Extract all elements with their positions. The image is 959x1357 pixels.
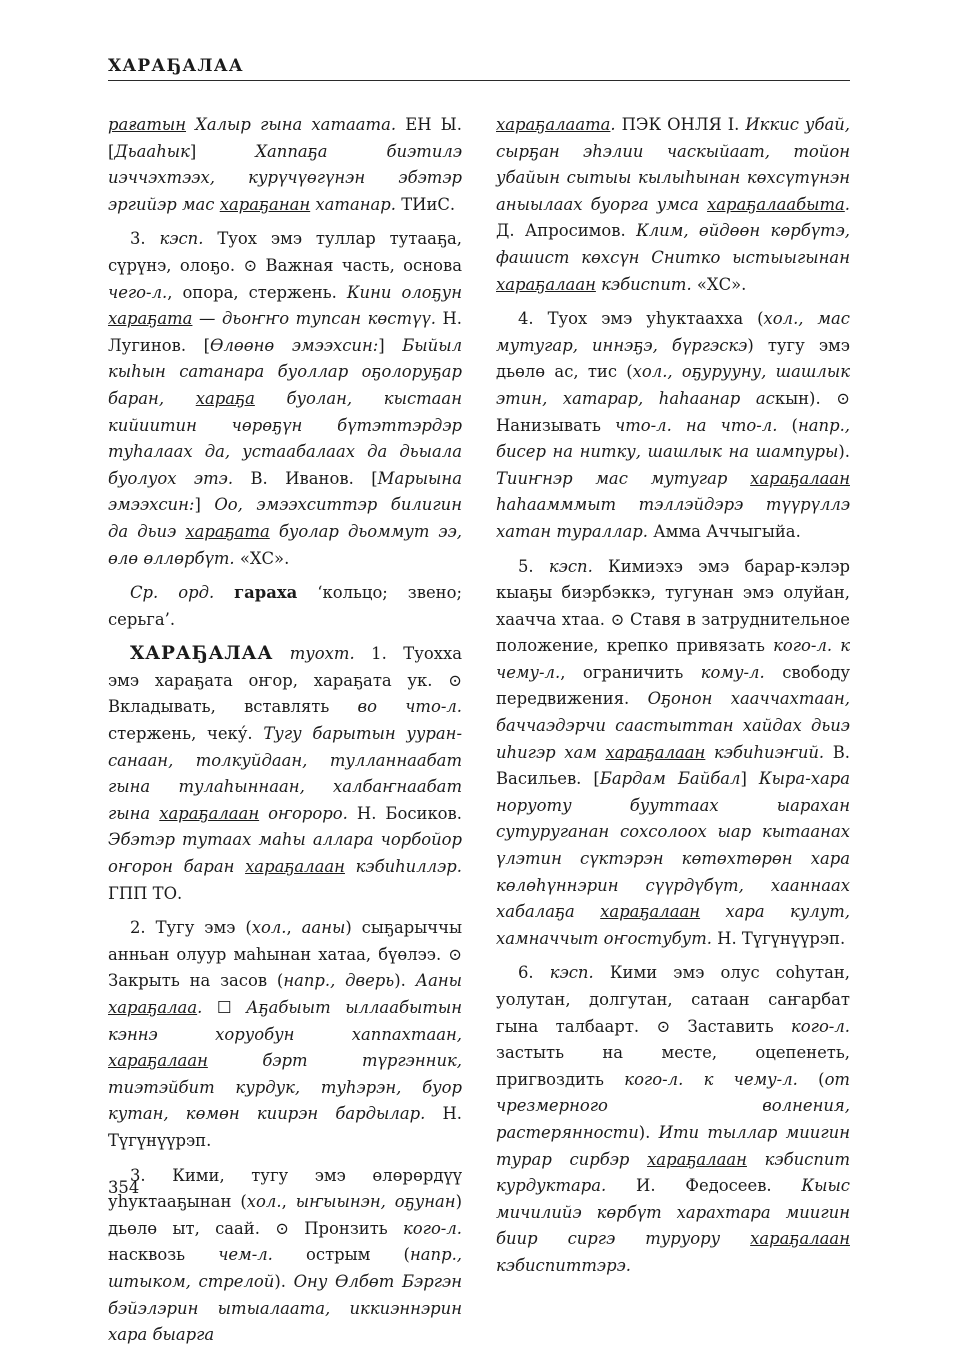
text-run: застыть на месте, оцепенеть, пригвоздить xyxy=(496,1043,850,1089)
text-run: Иккис убай, сырҕан эһэлии часкыйаат, тойон убайын сытыы кылыһынан көхсүтүнэн аныылаах буорга умса xyxy=(496,115,850,214)
text-run: Кини олоҕун xyxy=(346,282,462,302)
text-run: Хаппаҕа биэтилэ иэччэхтээх, курүчүөгүнэн эбэтэр эргийэр мас xyxy=(108,141,462,214)
left-paragraph-1 xyxy=(108,112,462,218)
left-paragraph-6 xyxy=(108,1163,462,1349)
text-run: кого-л. к чему-л. xyxy=(496,636,851,682)
text-run: Н. Босиков. xyxy=(347,803,462,823)
text-run: . xyxy=(844,194,850,214)
text-run: ПЭК ОНЛЯ I. xyxy=(615,115,746,134)
right-paragraph-3 xyxy=(496,554,850,953)
text-run: Ону Өлбөт Бэргэн бэйэлэрин ытыалаата, иккиэннэрин хара быарга xyxy=(108,1271,462,1345)
entry-haragalaa xyxy=(108,641,462,907)
text-run: Кыыс мичилийэ көрбүт харахтара миигин биир сиргэ туруору xyxy=(496,1176,850,1249)
text-run: напр., бисер на нитку, шашлык на шампуры xyxy=(496,415,850,462)
left-column xyxy=(108,112,462,1357)
text-run: ыҥыынэн, оҕунан xyxy=(295,1192,456,1212)
headword-example: хараҕалаа xyxy=(108,998,198,1017)
text-run: напр., штыком, стрелой xyxy=(108,1245,462,1291)
right-paragraph-1 xyxy=(496,112,850,298)
text-run: ) тугу эмэ дьөлө ас, тис ( xyxy=(496,335,850,382)
text-run: стержень, чеку́. xyxy=(108,724,264,744)
text-run: Эбэтэр тутаах маһы аллара чорбойор оҥорон баран xyxy=(108,830,462,877)
text-run: Халыр гына хатаата. xyxy=(186,115,406,134)
text-run: Тииҥнэр мас мутугар xyxy=(496,468,751,488)
headword-example: хараҕалаан xyxy=(750,1229,850,1249)
text-run: бэрт түргэнник, тиэтэйбит курдук, туһэрэн, буор кутан, көмөн киирэн бардылар. xyxy=(108,1051,462,1124)
text-run: , xyxy=(281,1192,296,1212)
headword-example: хараҕа xyxy=(195,388,255,408)
text-run: 5. xyxy=(518,556,549,576)
text-run: — дьоҥҥо тупсан көстүү. xyxy=(192,309,436,329)
text-run: ГПП ТО. xyxy=(108,883,183,903)
text-run: ) дьөлө ыт, саай. ⊙ Пронзить xyxy=(108,1192,463,1238)
text-run: чем-л. xyxy=(218,1245,273,1265)
text-run: Кими эмэ олус соһутан, уолутан, долгутан, сатаан саҥарбат гына талбаарт. ⊙ Заставить xyxy=(496,963,850,1036)
text-run: кэбиһиэҥий. xyxy=(705,742,825,762)
text-run: кэбиһиллэр. xyxy=(344,857,462,877)
text-run: ( xyxy=(777,415,798,435)
text-run: , ограничить xyxy=(560,662,701,682)
text-run: Н. Лугинов. [ xyxy=(108,309,462,355)
text-run: свободу передвижения. xyxy=(496,662,850,709)
text-run: Н. Түгүнүүрэп. xyxy=(108,1104,462,1150)
text-run: 3. Кими, тугу эмэ өлөрөрдүү уһуктааҕынан ( xyxy=(108,1165,462,1212)
text-run: кэбиспит курдуктара. xyxy=(496,1149,850,1196)
text-run: Ср. орд. xyxy=(130,583,215,603)
text-run: Оо, эмээхситтэр билигин да дьиэ xyxy=(108,495,462,541)
headword-example: хараҕалаан xyxy=(750,468,850,488)
text-run: хол., оҕурууну, шашлык этин, хатарар, һаһаанар ас xyxy=(496,362,850,408)
text-run: от чрезмерного волнения, растерянности xyxy=(496,1069,850,1142)
headword-example: хараҕата xyxy=(108,309,193,329)
running-header xyxy=(108,52,850,81)
text-run: В. Васильев. [ xyxy=(496,742,851,789)
text-run: кого-л. xyxy=(791,1016,850,1036)
text-run: ( xyxy=(797,1069,825,1089)
text-run: 2. Тугу эмэ ( xyxy=(130,918,252,938)
left-paragraph-3 xyxy=(108,580,462,633)
header-headword: ХАРАҔАЛАА xyxy=(108,56,244,76)
text-run: , xyxy=(286,918,302,938)
text-run xyxy=(273,644,290,663)
text-run: ] xyxy=(740,769,759,789)
text-run: кэсп. xyxy=(549,963,594,983)
text-run: кого-л. xyxy=(403,1218,462,1238)
text-run: ). xyxy=(838,442,850,462)
text-run: ). xyxy=(394,971,416,991)
headword-example: хараҕалаан xyxy=(108,1051,208,1071)
text-run: , опора, стержень. xyxy=(167,282,347,302)
headword-example: хараҕалаан xyxy=(159,803,260,823)
text-run: Д. Апросимов. xyxy=(496,221,637,241)
right-paragraph-4 xyxy=(496,960,850,1279)
text-run: . xyxy=(610,115,616,134)
text-run: хатанар. xyxy=(310,194,402,214)
text-run: кого-л. к чему-л. xyxy=(624,1069,798,1089)
text-run: ). xyxy=(638,1122,659,1142)
text-run: напр., дверь xyxy=(283,971,395,991)
text-run: хара кулут, хамначчыт оҥостубут. xyxy=(496,902,850,948)
text-run: ТИиС. xyxy=(401,194,456,214)
text-run: һаһаамммыт тэллэйдэрэ түүрүллэ хатан тураллар. xyxy=(496,495,850,541)
text-run: Бардам Байбал xyxy=(599,769,741,789)
text-run: Быйыл кыһын сатанара буоллар оҕолоруҕар баран, xyxy=(108,335,463,408)
text-run: хол. xyxy=(246,1192,282,1212)
text-run: гараха xyxy=(234,583,298,603)
text-run: кэбиспиттэрэ. xyxy=(496,1255,631,1275)
headword-example: хараҕалаан xyxy=(600,902,701,922)
text-run: кому-л. xyxy=(700,662,765,682)
text-run: ЕН Ы. [ xyxy=(108,115,462,161)
text-run: буолан, кыстаан кийиитин чөрөҕүн бүтэттэрдэр туһалаах да, устаабалаах да дьыала буолуох этэ. xyxy=(108,388,463,488)
headword-example: хараҕата xyxy=(185,521,270,541)
text-run: Клим, өйдөөн көрбүтэ, фашист көхсүн Снитко ыстыыгынан xyxy=(496,221,850,267)
text-run: 1. Туохха эмэ хараҕата оҥор, хараҕата ук. ⊙ Вкладывать, вставлять xyxy=(108,644,463,717)
text-run: ] xyxy=(194,495,215,515)
text-run: кын). ⊙ Нанизывать xyxy=(496,388,851,435)
headword: ХАРАҔАЛАА xyxy=(130,643,274,665)
left-paragraph-5 xyxy=(108,915,462,1154)
text-run: Оҕонон хааччахтаан, баччаэдэрчи саастыттан хайдах дьиэ иһигэр хам xyxy=(496,689,850,762)
text-run: насквозь xyxy=(108,1245,219,1265)
text-run: Н. Түгүнүүрэп. xyxy=(711,928,846,948)
text-run: Дьааһык xyxy=(114,141,190,161)
text-run: чего-л. xyxy=(108,282,168,302)
text-run xyxy=(214,583,234,602)
text-run: Ити тыллар миигин турар сирбэр xyxy=(496,1122,850,1169)
text-run: «ХС». xyxy=(691,274,747,294)
page-number: 354 xyxy=(108,1178,140,1197)
text-run: ) сыҕарыччы анньан олуур маһынан хатаа, бүөлээ. ⊙ Закрыть на засов ( xyxy=(108,918,462,991)
text-run: Кимиэхэ эмэ барар-кэлэр кыаҕы биэрбэккэ, тугунан эмэ олуйан, хаачча хтаа. ⊙ Ставя в затруднительное положение, крепко привязать xyxy=(496,556,850,656)
text-run: хол. xyxy=(251,918,287,938)
headword-example: хараҕалаан xyxy=(245,857,345,877)
text-run: ] xyxy=(189,141,256,161)
text-run: Кыра-хара норуоту бууттаах ыарахан сутуруганан сохсолоох ыар кытаанах үлэтин сүктэрэн көтөхтөрөн хара көлөһүннэрин сүүрдүбүт, хааннаах хабалаҕа xyxy=(496,769,851,922)
text-run: В. Иванов. [ xyxy=(233,468,378,488)
text-run: Туох эмэ туллар тутааҕа, сүрүнэ, олоҕо. ⊙ Важная часть, основа xyxy=(108,229,462,275)
text-run: во что-л. xyxy=(357,697,462,717)
text-run: «ХС». xyxy=(234,548,290,568)
headword-example: хараҕалаан xyxy=(605,742,706,762)
text-run: буолар дьоммут ээ, өлө өллөрбүт. xyxy=(108,521,462,568)
text-run: 6. xyxy=(518,963,550,983)
text-run: Амма Аччыгыйа. xyxy=(648,521,801,541)
text-run: 3. xyxy=(130,229,160,249)
headword-example: хараҕалаата xyxy=(496,115,611,134)
text-run: Ааны xyxy=(415,971,462,991)
headword-example: хараҕалаан xyxy=(496,274,596,294)
text-run: что-л. на что-л. xyxy=(615,415,778,435)
headword-example: хараҕалаан xyxy=(647,1149,747,1169)
text-run: И. Федосеев. xyxy=(606,1176,802,1196)
left-paragraph-2 xyxy=(108,226,462,572)
text-run: кэбиспит. xyxy=(595,274,692,294)
text-run: ☐ xyxy=(216,998,247,1017)
text-run: ааны xyxy=(301,918,346,938)
right-column xyxy=(496,112,850,1288)
text-run: ] xyxy=(378,335,403,355)
text-run: хол., мас мутугар, иннэҕэ, бүргэскэ xyxy=(496,309,850,355)
headword-example: хараҕанан xyxy=(219,194,311,214)
text-run: оҥороро. xyxy=(259,803,348,823)
headword-example: хараҕалаабыта xyxy=(707,194,845,214)
text-run: Марыына эмээхсин: xyxy=(108,468,462,515)
text-run: . xyxy=(197,998,217,1017)
text-run: Өлөөнө эмээхсин: xyxy=(210,335,379,355)
text-run: Аҕабыыт ыллаабытын кэннэ хоруобун хаппахтаан, xyxy=(108,998,463,1044)
text-run: 4. Туох эмэ уһуктаахха ( xyxy=(518,309,764,329)
text-run: кэсп. xyxy=(159,229,204,249)
text-run: кэсп. xyxy=(548,556,593,576)
text-run: ). xyxy=(274,1271,294,1291)
text-run: туохт. xyxy=(289,644,355,664)
right-paragraph-2 xyxy=(496,306,850,545)
headword-example: рағатын xyxy=(108,115,187,134)
text-run: Тугу барытын ууран-санаан, толкуйдаан, тулланнаабат гына тулаһыннаан, халбаҥнаабат гына xyxy=(108,724,462,823)
text-run: острым ( xyxy=(272,1245,410,1265)
text-run: ‘кольцо; звено; серьга’. xyxy=(108,583,462,629)
